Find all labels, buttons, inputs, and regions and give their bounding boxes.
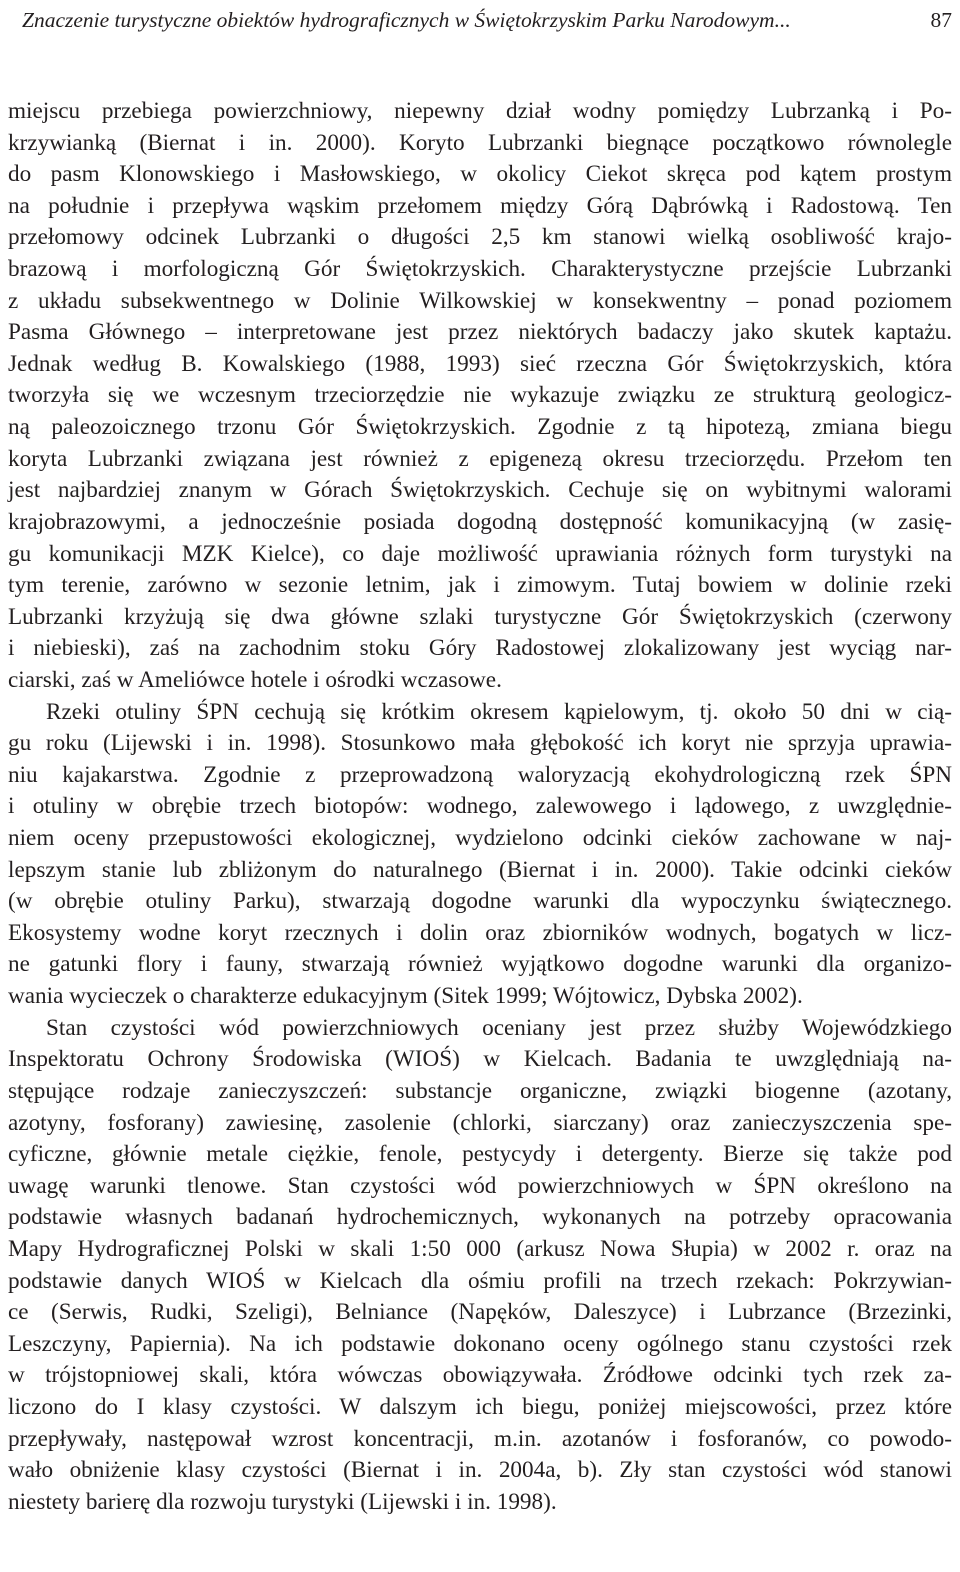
text-line: Stan czystości wód powierzchniowych oceniany jest przez służby Wojewódzkiego [46, 1014, 952, 1041]
text-line: gu roku (Lijewski i in. 1998). Stosunkowo mała głębokość ich koryt nie sprzyja uprawia- [8, 730, 952, 757]
text-line: Ekosystemy wodne koryt rzecznych i dolin oraz zbiorników wodnych, bogatych w licz- [8, 919, 952, 946]
text-line: podstawie własnych badanań hydrochemicznych, wykonanych na potrzeby opracowania [8, 1204, 952, 1231]
text-line: ne gatunki flory i fauny, stwarzają również wyjątkowo dogodne warunki dla organizo- [8, 951, 952, 978]
text-line: podstawie danych WIOŚ w Kielcach dla ośmiu profili na trzech rzekach: Pokrzywian- [8, 1267, 952, 1294]
body-text [8, 96, 952, 1518]
text-line: przełomowy odcinek Lubrzanki o długości 2,5 km stanowi wielką osobliwość krajo- [8, 224, 952, 251]
text-line: Lubrzanki krzyżują się dwa główne szlaki turystyczne Gór Świętokrzyskich (czerwony [8, 603, 952, 630]
text-line: miejscu przebiega powierzchniowy, niepewny dział wodny pomiędzy Lubrzanką i Po- [8, 98, 952, 124]
text-line: lepszym stanie lub zbliżonym do naturalnego (Biernat i in. 2000). Takie odcinki cieków [8, 856, 952, 883]
paragraph [8, 697, 952, 1013]
text-line: brazową i morfologiczną Gór Świętokrzyskich. Charakterystyczne przejście Lubrzanki [8, 256, 952, 283]
text-line: wania wycieczek o charakterze edukacyjnym (Sitek 1999; Wójtowicz, Dybska 2002). [8, 983, 803, 1010]
text-line: i niebieski), zaś na zachodnim stoku Góry Radostowej zlokalizowany jest wyciąg nar- [8, 635, 952, 662]
text-line: cyficzne, głównie metale ciężkie, fenole, pestycydy i detergenty. Bierze się także pod [8, 1141, 952, 1168]
text-line: (w obrębie otuliny Parku), stwarzają dogodne warunki dla wypoczynku świątecznego. [8, 888, 952, 915]
text-line: przepływały, następował wzrost koncentracji, m.in. azotanów i fosforanów, co powodo- [8, 1425, 952, 1452]
text-line: stępujące rodzaje zanieczyszczeń: substancje organiczne, związki biogenne (azotany, [8, 1077, 952, 1104]
text-line: do pasm Klonowskiego i Masłowskiego, w okolicy Ciekot skręca pod kątem prostym [8, 161, 952, 188]
text-line: azotyny, fosforany) zawiesinę, zasolenie (chlorki, siarczany) oraz zanieczyszczenia spe- [8, 1109, 952, 1136]
text-line: gu komunikacji MZK Kielce), co daje możliwość uprawiania różnych form turystyki na [8, 540, 952, 567]
text-line: niu kajakarstwa. Zgodnie z przeprowadzoną waloryzacją ekohydrologiczną rzek ŚPN [8, 761, 952, 788]
running-header [22, 3, 952, 37]
text-line: Inspektoratu Ochrony Środowiska (WIOŚ) w Kielcach. Badania te uwzględniają na- [8, 1046, 952, 1073]
paragraph [8, 96, 952, 697]
text-line: uwagę warunki tlenowe. Stan czystości wód powierzchniowych w ŚPN określono na [8, 1172, 952, 1199]
text-line: na południe i przepływa wąskim przełomem między Górą Dąbrówką i Radostową. Ten [8, 192, 952, 219]
paragraph [8, 1013, 952, 1519]
text-line: tym terenie, zarówno w sezonie letnim, jak i zimowym. Tutaj bowiem w dolinie rzeki [8, 572, 952, 599]
text-line: krzywianką (Biernat i in. 2000). Koryto Lubrzanki biegnące początkowo równolegle [8, 129, 952, 156]
text-line: tworzyła się we wczesnym trzeciorzędzie nie wykazuje związku ze strukturą geologicz- [8, 382, 952, 409]
text-line: i otuliny w obrębie trzech biotopów: wodnego, zalewowego i lądowego, z uwzględnie- [8, 793, 952, 820]
text-line: niestety barierę dla rozwoju turystyki (Lijewski i in. 1998). [8, 1488, 557, 1515]
text-line: Pasma Głównego – interpretowane jest przez niektórych badaczy jako skutek kaptażu. [8, 319, 952, 346]
text-line: w trójstopniowej skali, która wówczas obowiązywała. Źródłowe odcinki tych rzek za- [8, 1362, 952, 1389]
text-line: liczono do I klasy czystości. W dalszym ich biegu, poniżej miejscowości, przez które [8, 1393, 952, 1420]
text-line: krajobrazowymi, a jednocześnie posiada dogodną dostępność komunikacyjną (w zasię- [8, 508, 952, 535]
text-line: jest najbardziej znanym w Górach Świętokrzyskich. Cechuje się on wybitnymi walorami [8, 477, 952, 504]
text-line: Mapy Hydrograficznej Polski w skali 1:50 000 (arkusz Nowa Słupia) w 2002 r. oraz na [8, 1235, 952, 1262]
page-number: 87 [930, 8, 952, 32]
text-line: ce (Serwis, Rudki, Szeligi), Belniance (Napęków, Daleszyce) i Lubrzance (Brzezinki, [8, 1299, 952, 1326]
text-line: Leszczyny, Papiernia). Na ich podstawie dokonano oceny ogólnego stanu czystości rzek [8, 1330, 952, 1357]
text-line: ną paleozoicznego trzonu Gór Świętokrzyskich. Zgodnie z tą hipotezą, zmiana biegu [8, 414, 952, 441]
header-title: Znaczenie turystyczne obiektów hydrograficznych w Świętokrzyskim Parku Narodowym... [22, 8, 791, 32]
text-line: Rzeki otuliny ŚPN cechują się krótkim okresem kąpielowym, tj. około 50 dni w cią- [46, 698, 952, 725]
text-line: niem oceny przepustowości ekologicznej, wydzielono odcinki cieków zachowane w naj- [8, 825, 952, 852]
text-line: z układu subsekwentnego w Dolinie Wilkowskiej w konsekwentny – ponad poziomem [8, 287, 952, 314]
text-line: ciarski, zaś w Ameliówce hotele i ośrodki wczasowe. [8, 666, 502, 693]
text-line: wało obniżenie klasy czystości (Biernat i in. 2004a, b). Zły stan czystości wód stanowi [8, 1457, 952, 1484]
text-line: koryta Lubrzanki związana jest również z epigenezą okresu trzeciorzędu. Przełom ten [8, 445, 952, 472]
text-line: Jednak według B. Kowalskiego (1988, 1993) sieć rzeczna Gór Świętokrzyskich, która [8, 350, 952, 377]
